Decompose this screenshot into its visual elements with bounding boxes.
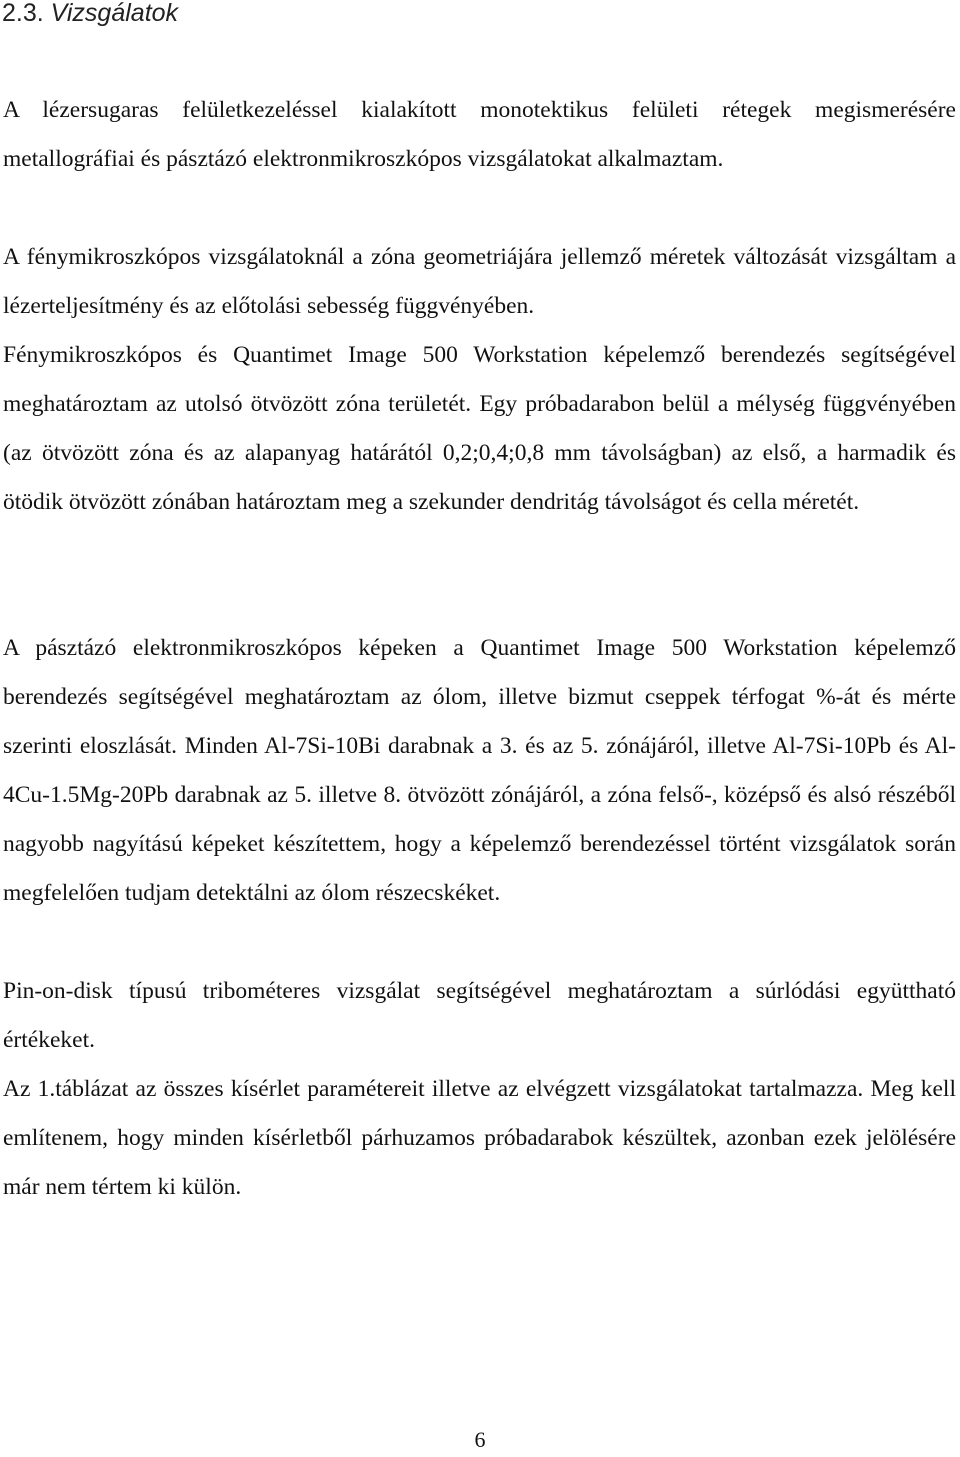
page-number: 6	[474, 1427, 486, 1452]
section-heading	[2, 0, 178, 30]
paragraph-table-reference: Az 1.táblázat az összes kísérlet paramétereit illetve az elvégzett vizsgálatokat tartalmazza. Meg kell említenem, hogy minden kísérletből párhuzamos próbadarabok készültek, azonban ezek jelölésére már nem tértem ki külön.	[3, 1076, 956, 1200]
paragraph-intro: A lézersugaras felületkezeléssel kialakított monotektikus felületi rétegek megismerésére metallográfiai és pásztázó elektronmikroszkópos vizsgálatokat alkalmaztam.	[3, 97, 956, 172]
section-title: Vizsgálatok	[50, 0, 179, 27]
paragraph-light-microscopy: A fénymikroszkópos vizsgálatoknál a zóna geometriájára jellemző méretek változását vizsgáltam a lézerteljesítmény és az előtolási sebesség függvényében.	[3, 244, 956, 319]
paragraph-image-analysis: Fénymikroszkópos és Quantimet Image 500 Workstation képelemző berendezés segítségével meghatároztam az utolsó ötvözött zóna területét. Egy próbadarabon belül a mélység függvényében (az ötvözött zóna és az alapanyag határától 0,2;0,4;0,8 mm távolságban) az első, a harmadik és ötödik ötvözött zónában határoztam meg a szekunder dendritág távolságot és cella méretét.	[3, 342, 956, 515]
section-number: 2.3.	[2, 0, 44, 27]
paragraph-sem-analysis: A pásztázó elektronmikroszkópos képeken a Quantimet Image 500 Workstation képelemző berendezés segítségével meghatároztam az ólom, illetve bizmut cseppek térfogat %-át és mérte szerinti eloszlását. Minden Al-7Si-10Bi darabnak a 3. és az 5. zónájáról, illetve Al-7Si-10Pb és Al-4Cu-1.5Mg-20Pb darabnak az 5. illetve 8. ötvözött zónájáról, a zóna felső-, középső és alsó részéből nagyobb nagyítású képeket készítettem, hogy a képelemző berendezéssel történt vizsgálatok során megfelelően tudjam detektálni az ólom részecskéket.	[3, 635, 956, 906]
paragraph-tribometer: Pin-on-disk típusú tribométeres vizsgálat segítségével meghatároztam a súrlódási együttható értékeket.	[3, 978, 956, 1053]
